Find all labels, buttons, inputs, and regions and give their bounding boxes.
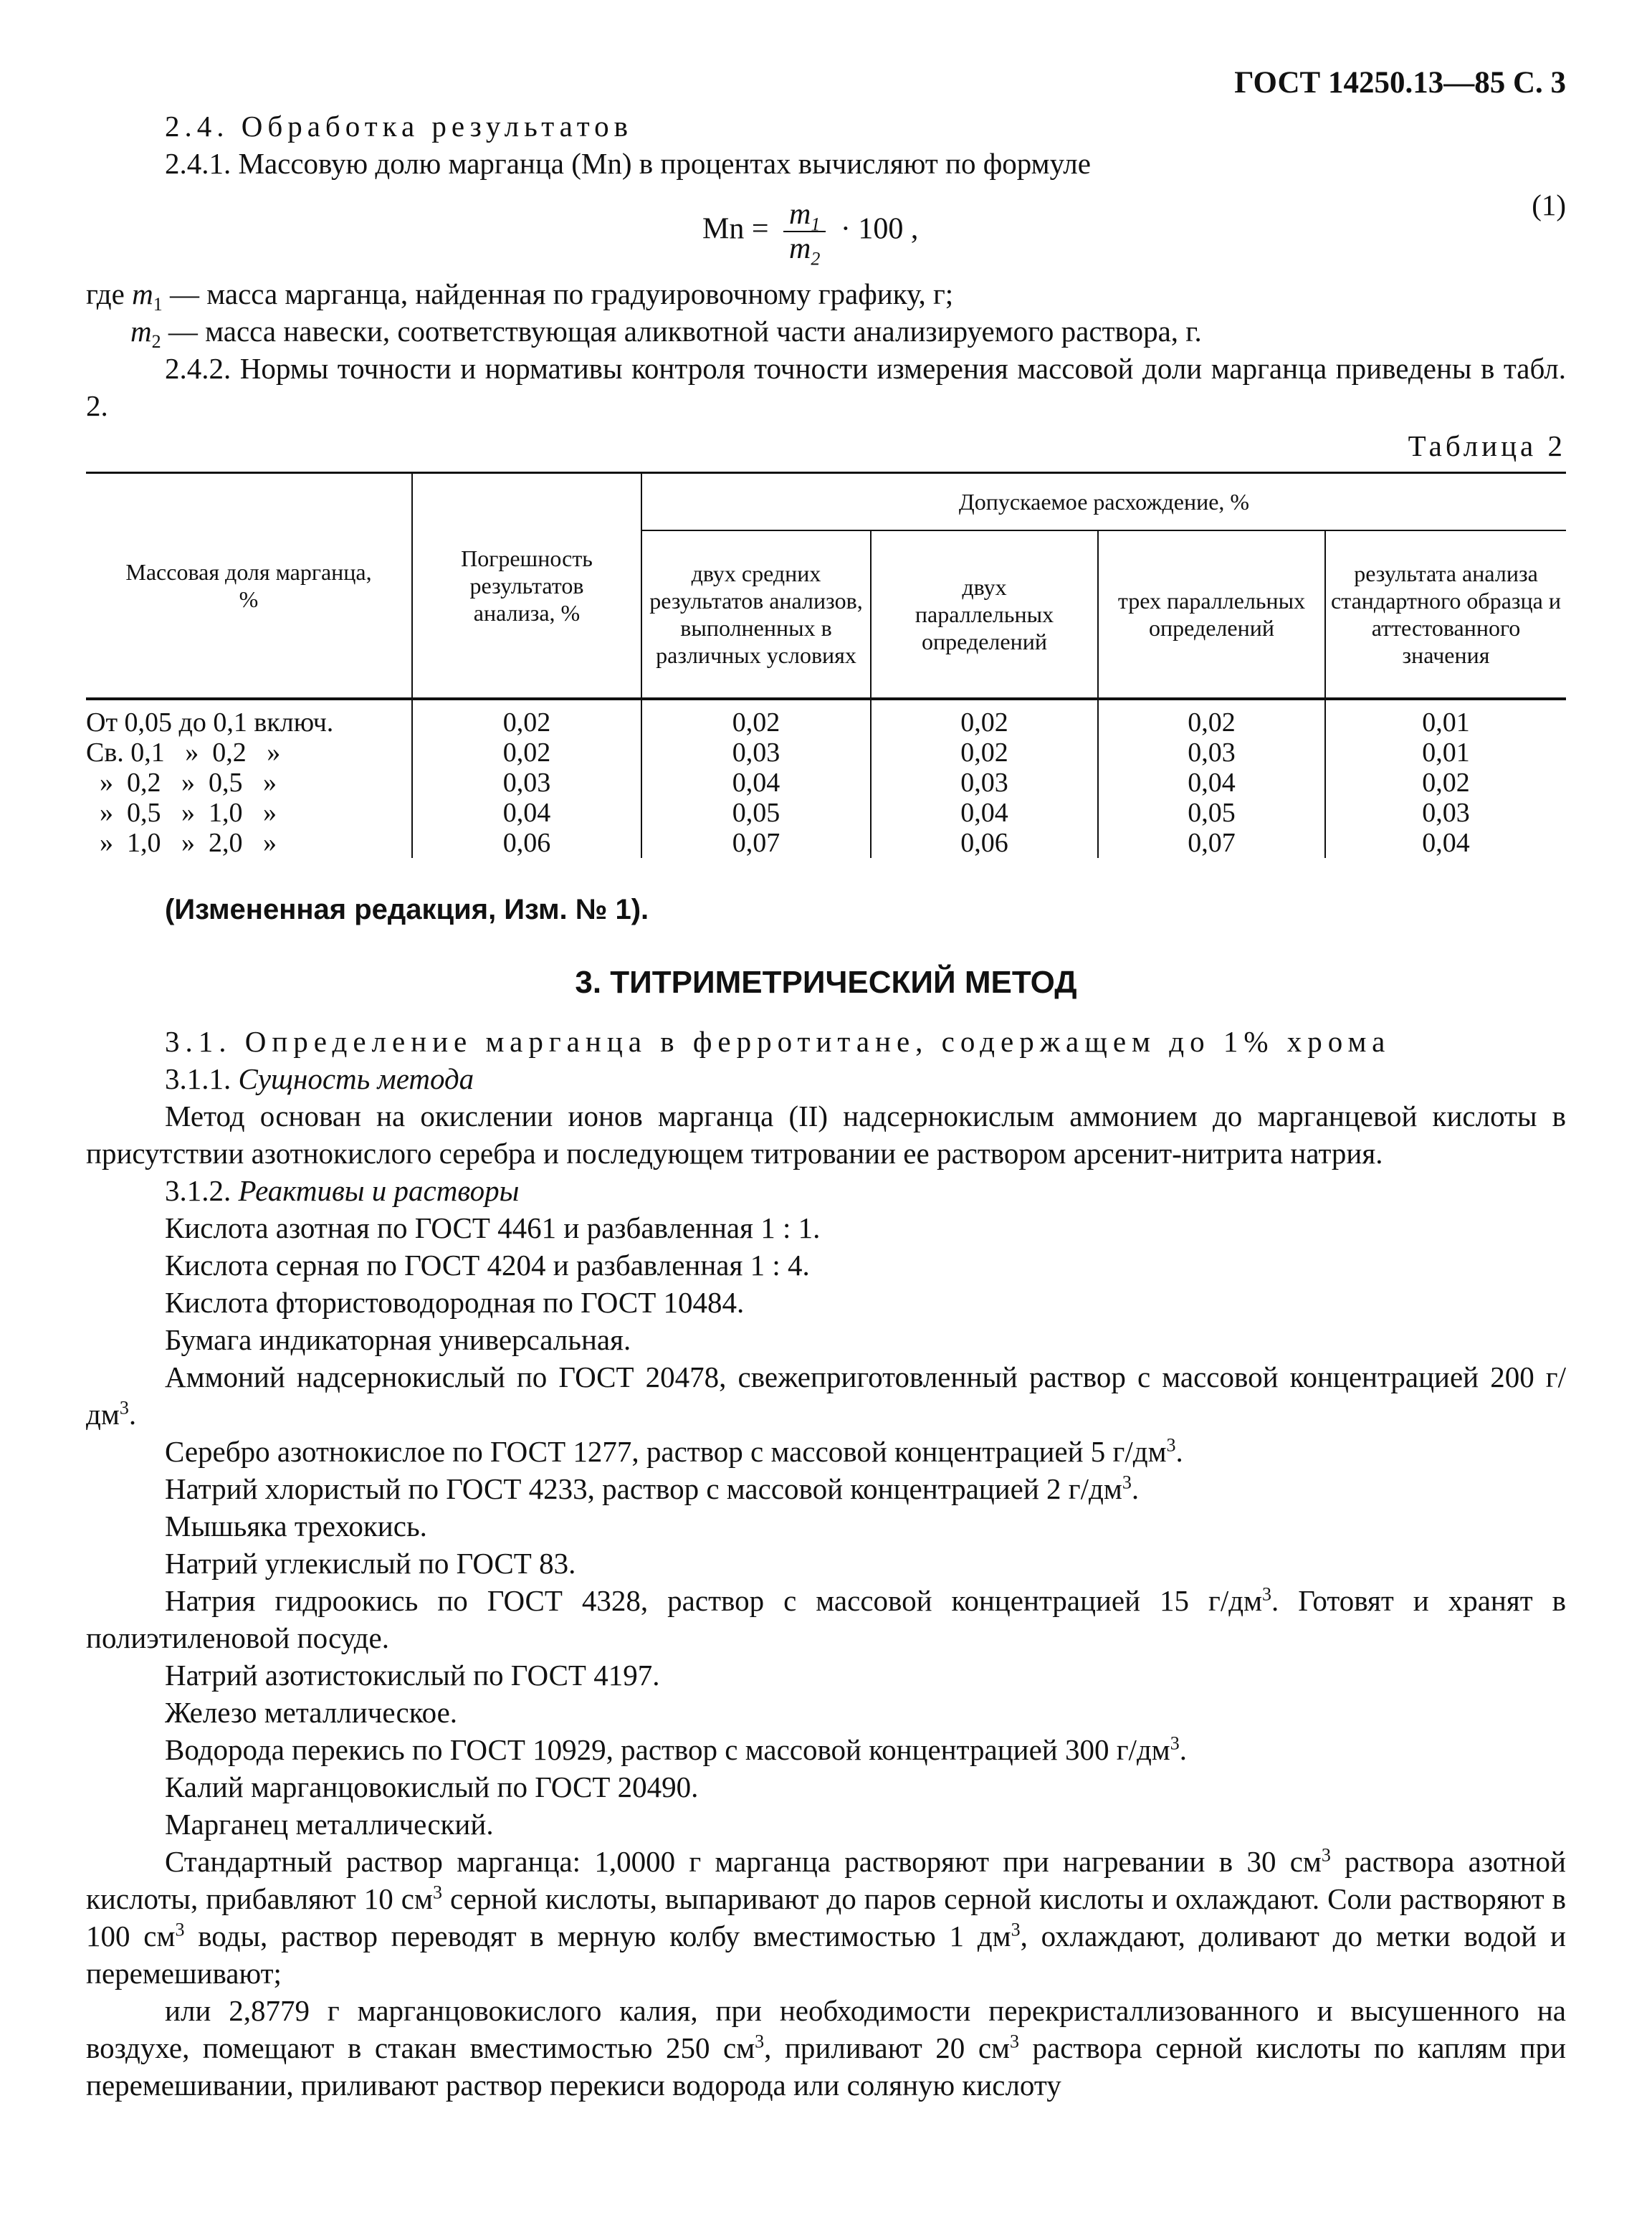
reagent-item: Серебро азотнокислое по ГОСТ 1277, раствор с массовой концентрацией 5 $г/дм^3$. [165, 1434, 1183, 1468]
section-2-4-2-text: 2.4.2. Нормы точности и нормативы контроля точности измерения массовой доли марганца приведены в табл. 2. [86, 352, 1566, 422]
section-2-4-1-text: 2.4.1. Массовую долю марганца (Mn) в процентах вычисляют по формуле [165, 147, 1091, 180]
standard-solution-text: Стандартный раствор марганца: 1,0000 г марганца растворяют при нагревании в 30 $см^3$ раствора азотной кислоты, прибавляют 10 $см^3$ серной кислоты, выпаривают до паров серной кислоты и охлаждают. Соли растворяют в 100 $см^3$ воды, раствор переводят в мерную колбу вместимостью 1 $дм^3$, охлаждают, доливают до метки водой и перемешивают; [86, 1844, 1566, 1990]
accuracy-table [86, 472, 1566, 858]
section-3-1-title: 3.1. Определение марганца в ферротитане, содержащем до 1% хрома [165, 1025, 1391, 1058]
section-3-1-1-heading: 3.1.1. Сущность метода [165, 1062, 474, 1095]
header-mass-fraction: Массовая доля марганца, % [86, 473, 412, 698]
formula-1 [86, 186, 1566, 272]
table-row: Св. 0,1 » 0,2 » 0,02 0,03 0,02 0,03 0,01 [86, 738, 1566, 768]
reagent-item: Натрия гидроокись по ГОСТ 4328, раствор с массовой концентрацией 15 $г/дм^3$. Готовят и хранят в полиэтиленовой посуде. [86, 1583, 1567, 1654]
formula-fraction [783, 198, 826, 270]
reagent-item: Бумага индикаторная универсальная. [165, 1323, 631, 1356]
table-row: » 0,5 » 1,0 » 0,04 0,05 0,04 0,05 0,03 [86, 798, 1566, 828]
reagent-item: Водорода перекись по ГОСТ 10929, раствор с массовой концентрацией 300 $г/дм^3$. [165, 1732, 1187, 1766]
reagent-item: Железо металлическое. [165, 1696, 458, 1729]
section-3-title: 3. ТИТРИМЕТРИЧЕСКИЙ МЕТОД [575, 965, 1077, 1000]
formula-lhs: Mn = [702, 212, 769, 246]
table-row: » 0,2 » 0,5 » 0,03 0,04 0,03 0,04 0,02 [86, 768, 1566, 798]
reagent-item: Кислота фтористоводородная по ГОСТ 10484. [165, 1286, 745, 1319]
fraction-numerator: $m_1$ [783, 198, 826, 232]
reagent-item: Марганец металлический. [165, 1808, 494, 1841]
header-two-parallel: двух параллельных определений [871, 530, 1098, 697]
reagent-item: Мышьяка трехокись. [165, 1510, 427, 1543]
header-standard-sample: результата анализа стандартного образца и аттестованного значения [1325, 530, 1566, 697]
header-three-parallel: трех параллельных определений [1098, 530, 1325, 697]
reagent-item: Натрий углекислый по ГОСТ 83. [165, 1547, 576, 1580]
section-2-4-title: 2.4. Обработка результатов [165, 110, 634, 143]
where-m2: $m_2$ — масса навески, соответствующая аликвотной части анализируемого раствора, г. [130, 315, 1202, 353]
table-row: » 1,0 » 2,0 » 0,06 0,07 0,06 0,07 0,04 [86, 828, 1566, 858]
section-3-1-1-text: Метод основан на окислении ионов марганца (II) надсернокислым аммонием до марганцевой кислоты в присутствии азотнокислого серебра и последующем титровании ее раствором арсенит-нитрита натрия. [86, 1100, 1566, 1170]
where-m1: где $m_1$ — масса марганца, найденная по градуировочному графику, г; [86, 277, 954, 315]
header-error: Погрешность результатов анализа, % [412, 473, 641, 698]
table-row: От 0,05 до 0,1 включ. 0,02 0,02 0,02 0,02 0,01 [86, 699, 1566, 738]
header-allowed-discrepancy: Допускаемое расхождение, % [641, 473, 1566, 531]
equation-number: (1) [1532, 189, 1566, 221]
reagent-item: Аммоний надсернокислый по ГОСТ 20478, свежеприготовленный раствор с массовой концентрацией 200 $г/дм^3$. [86, 1360, 1566, 1431]
reagent-item: Кислота азотная по ГОСТ 4461 и разбавленная 1 : 1. [165, 1211, 821, 1244]
standard-solution-alt-text: или 2,8779 г марганцовокислого калия, при необходимости перекристаллизованного и высушенного на воздухе, помещают в стакан вместимостью 250 $см^3$, приливают 20 $см^3$ раствора серной кислоты по каплям при перемешивании, приливают раствор перекиси водорода или соляную кислоту [86, 1994, 1566, 2102]
page-header: ГОСТ 14250.13—85 С. 3 [1234, 66, 1566, 100]
header-two-averages: двух средних результатов анализов, выполненных в различных условиях [641, 530, 871, 697]
formula-body [702, 198, 919, 270]
edition-note: (Измененная редакция, Изм. № 1). [165, 894, 649, 925]
reagent-item: Натрий азотистокислый по ГОСТ 4197. [165, 1659, 660, 1692]
formula-tail: · 100 , [840, 212, 919, 246]
table-caption: Таблица 2 [1408, 429, 1566, 462]
section-3-1-2-heading: 3.1.2. Реактивы и растворы [165, 1174, 520, 1207]
reagent-item: Калий марганцовокислый по ГОСТ 20490. [165, 1770, 699, 1803]
reagent-item: Кислота серная по ГОСТ 4204 и разбавленная 1 : 4. [165, 1249, 810, 1282]
reagent-item: Натрий хлористый по ГОСТ 4233, раствор с массовой концентрацией 2 $г/дм^3$. [165, 1472, 1140, 1505]
fraction-denominator: $m_2$ [789, 232, 821, 270]
